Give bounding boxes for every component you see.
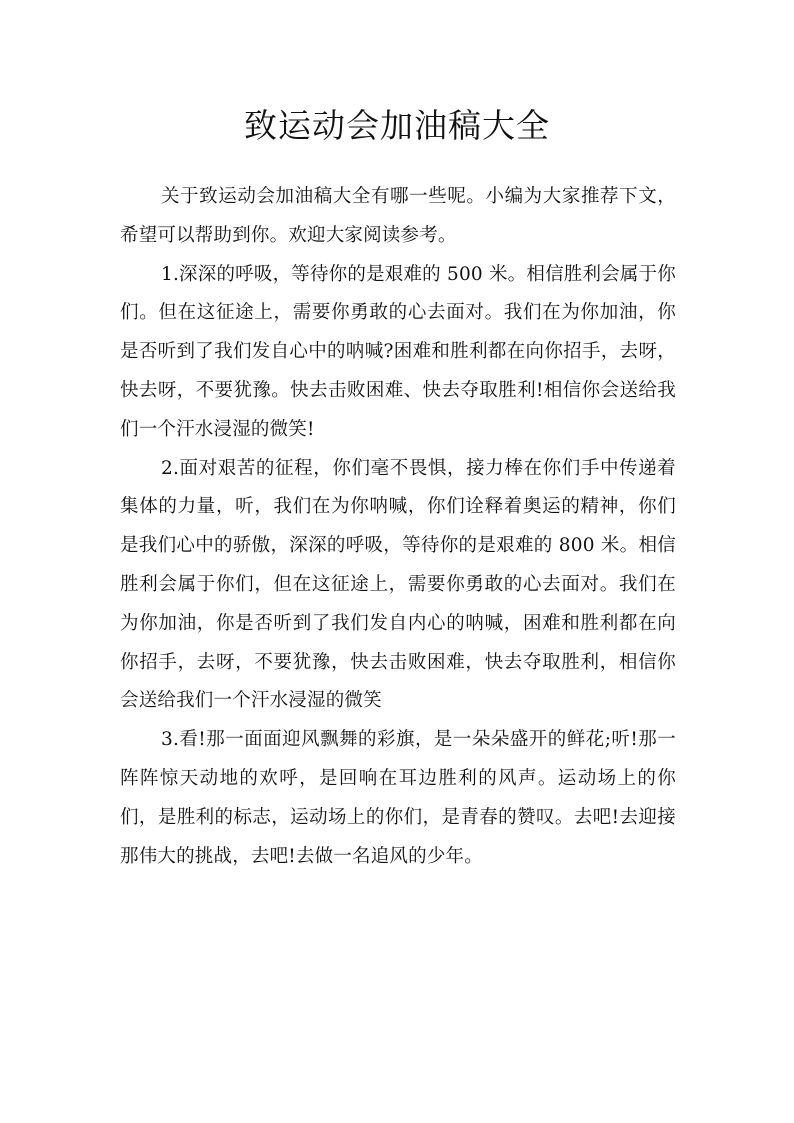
paragraph-1: 1.深深的呼吸，等待你的是艰难的 500 米。相信胜利会属于你们。但在这征途上，需要你勇敢的心去面对。我们在为你加油，你是否听到了我们发自心中的呐喊?困难和胜利都在向你招手，去呀，快去呀，不要犹豫。快去击败困难、快去夺取胜利!相信你会送给我们一个汗水浸湿的微笑! bbox=[120, 263, 676, 440]
paragraph-3: 3.看!那一面面迎风飘舞的彩旗，是一朵朵盛开的鲜花;听!那一阵阵惊天动地的欢呼，是回响在耳边胜利的风声。运动场上的你们，是胜利的标志，运动场上的你们，是青春的赞叹。去吧!去迎接那伟大的挑战，去吧!去做一名追风的少年。 bbox=[120, 729, 676, 867]
intro-paragraph: 关于致运动会加油稿大全有哪一些呢。小编为大家推荐下文，希望可以帮助到你。欢迎大家阅读参考。 bbox=[120, 186, 676, 246]
document-body bbox=[120, 178, 676, 876]
document-title: 致运动会加油稿大全 bbox=[244, 106, 550, 145]
paragraph-2: 2.面对艰苦的征程，你们毫不畏惧，接力棒在你们手中传递着集体的力量，听，我们在为你呐喊，你们诠释着奥运的精神，你们是我们心中的骄傲，深深的呼吸，等待你的是艰难的 800 米。相信胜利会属于你们，但在这征途上，需要你勇敢的心去面对。我们在为你加油，你是否听到了我们发自内心的呐喊，困难和胜利都在向你招手，去呀，不要犹豫，快去击败困难，快去夺取胜利，相信你会送给我们一个汗水浸湿的微笑 bbox=[120, 457, 676, 712]
